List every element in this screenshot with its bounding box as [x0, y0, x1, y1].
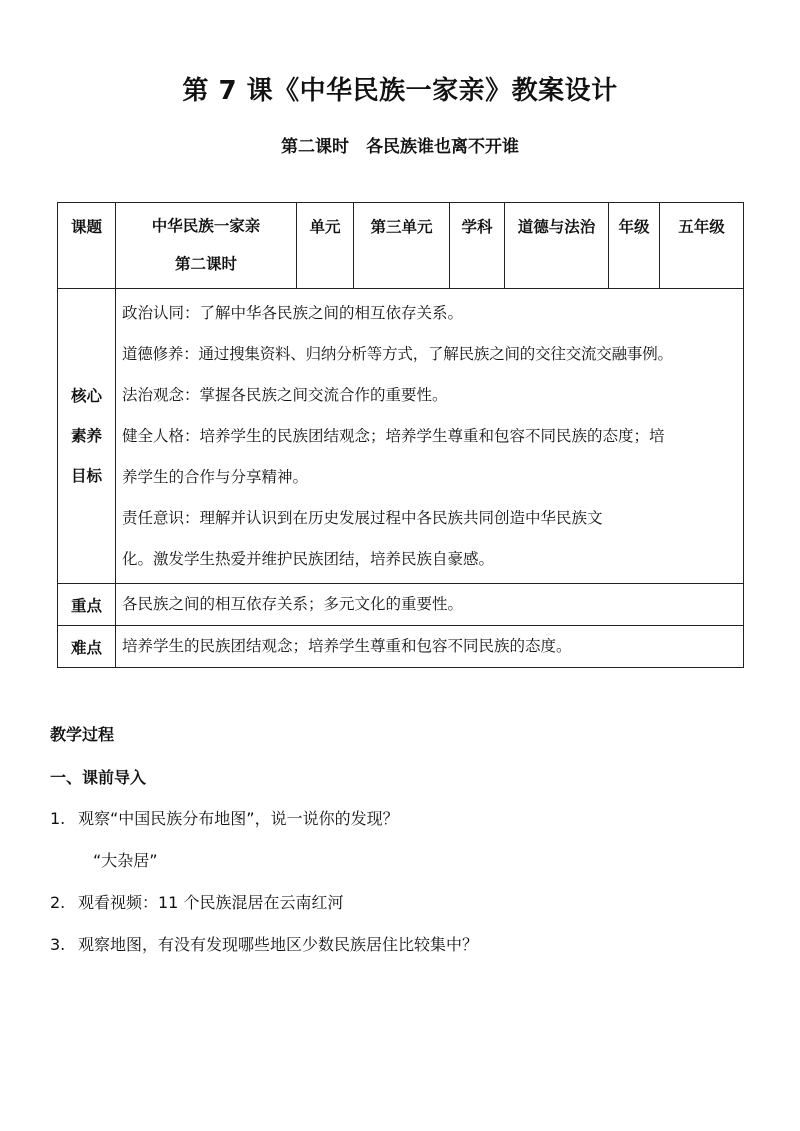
list-item-number: 3.	[50, 935, 66, 954]
difficult-point-label: 难点	[58, 626, 116, 668]
difficult-point-text: 培养学生的民族团结观念；培养学生尊重和包容不同民族的态度。	[116, 626, 744, 668]
subject-label: 学科	[450, 203, 505, 289]
lesson-info-table	[57, 202, 744, 668]
process-heading: 教学过程	[50, 725, 115, 744]
key-point-text: 各民族之间的相互依存关系；多元文化的重要性。	[116, 584, 744, 626]
document-title: 第 7 课《中华民族一家亲》教案设计	[182, 76, 618, 106]
list-item	[50, 890, 343, 913]
section-intro-heading: 一、课前导入	[50, 768, 147, 787]
goals-content	[116, 289, 744, 584]
topic-value	[116, 203, 297, 289]
topic-line-2: 第二课时	[174, 255, 237, 273]
goals-row	[58, 289, 744, 584]
key-point-label: 重点	[58, 584, 116, 626]
unit-label: 单元	[297, 203, 354, 289]
list-item	[50, 806, 399, 829]
goal-line-5: 养学生的合作与分享精神。	[122, 468, 309, 486]
goal-line-2: 道德修养：通过搜集资料、归纳分析等方式，了解民族之间的交往交流交融事例。	[122, 345, 673, 363]
list-item-number: 2.	[50, 893, 66, 912]
answer-text: “大杂居”	[93, 851, 158, 870]
grade-label: 年级	[609, 203, 660, 289]
document-subtitle: 第二课时 各民族谁也离不开谁	[281, 137, 519, 157]
goals-label-line-1: 核心	[70, 387, 102, 405]
goals-label-line-2: 素养	[70, 427, 102, 445]
goals-label	[58, 289, 116, 584]
goal-line-3: 法治观念：掌握各民族之间交流合作的重要性。	[122, 386, 448, 404]
unit-value: 第三单元	[354, 203, 450, 289]
goal-line-1: 政治认同：了解中华各民族之间的相互依存关系。	[122, 304, 464, 322]
goal-line-7: 化。激发学生热爱并维护民族团结，培养民族自豪感。	[122, 550, 495, 568]
list-item-text: 观察地图，有没有发现哪些地区少数民族居住比较集中？	[78, 935, 479, 954]
list-item	[50, 932, 478, 955]
difficult-point-row	[58, 626, 744, 668]
grade-value: 五年级	[660, 203, 744, 289]
goal-line-4: 健全人格：培养学生的民族团结观念；培养学生尊重和包容不同民族的态度；培	[122, 427, 665, 445]
goal-line-6: 责任意识：理解并认识到在历史发展过程中各民族共同创造中华民族文	[122, 509, 603, 527]
goals-label-line-3: 目标	[70, 467, 102, 485]
list-item-text: 观看视频：11 个民族混居在云南红河	[78, 893, 344, 912]
topic-line-1: 中华民族一家亲	[151, 217, 261, 235]
list-item-text: 观察“中国民族分布地图”，说一说你的发现？	[78, 809, 399, 828]
list-item-number: 1.	[50, 809, 66, 828]
key-point-row	[58, 584, 744, 626]
subject-value: 道德与法治	[505, 203, 609, 289]
table-header-row	[58, 203, 744, 289]
topic-label: 课题	[58, 203, 116, 289]
